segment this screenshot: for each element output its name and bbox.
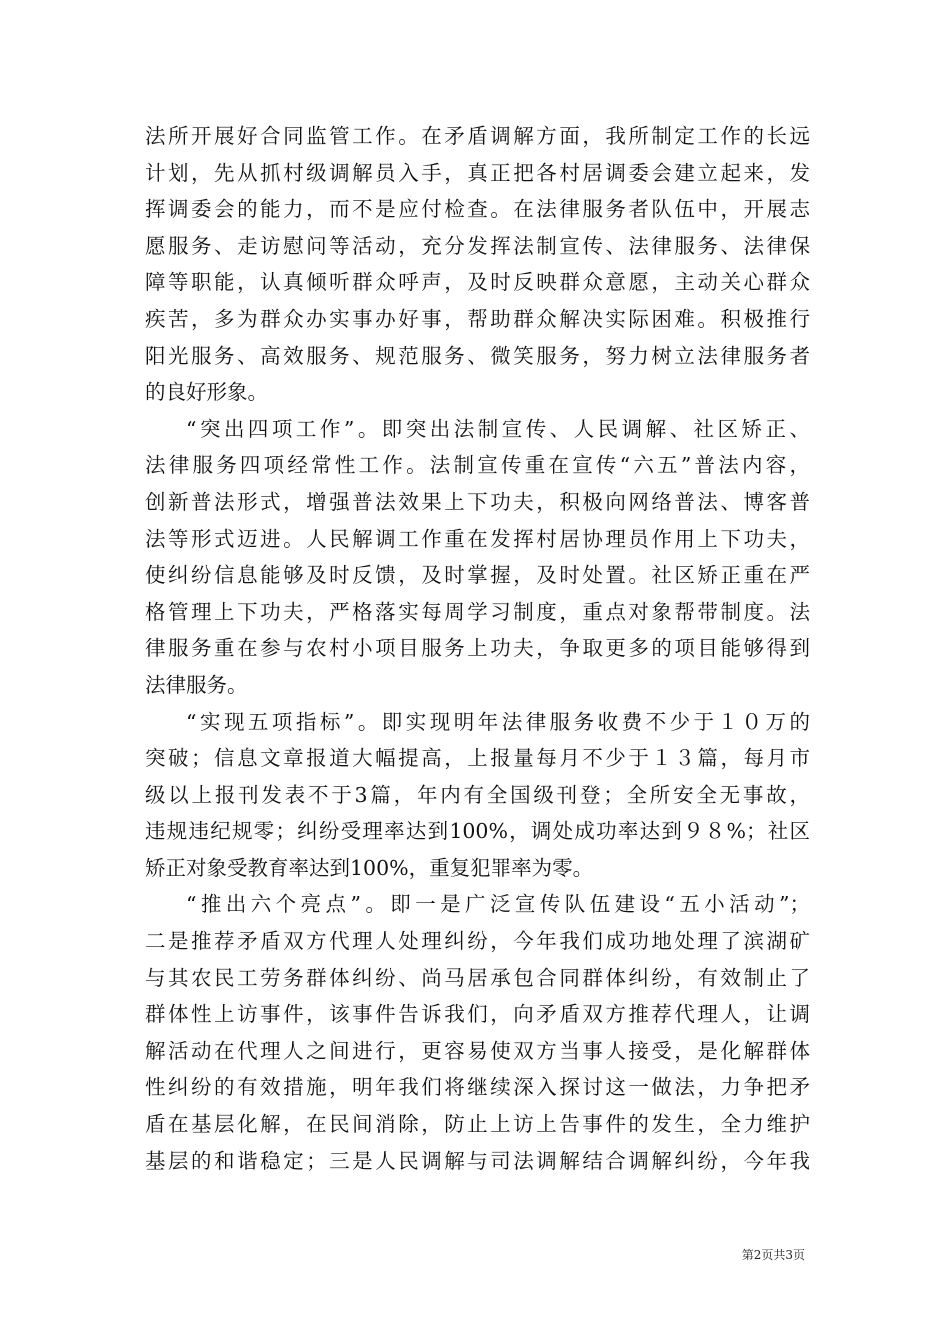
text-line: 法律服务四项经常性工作。法制宣传重在宣传“六五”普法内容， (145, 453, 810, 478)
text-line: 法等形式迈进。人民解调工作重在发挥村居协理员作用上下功夫， (145, 526, 810, 551)
text-line: “突出四项工作”。即突出法制宣传、人民调解、社区矫正、 (186, 416, 810, 441)
text-line: 与其农民工劳务群体纠纷、尚马居承包合同群体纠纷，有效制止了 (145, 965, 810, 990)
text-line: 二是推荐矛盾双方代理人处理纠纷，今年我们成功地处理了滨湖矿 (145, 929, 810, 954)
text-line: 级以上报刊发表不于3篇，年内有全国级刊登；全所安全无事故， (145, 782, 810, 807)
text-line: 解活动在代理人之间进行，更容易使双方当事人接受，是化解群体 (145, 1038, 810, 1063)
text-line: 疾苦，多为群众办实事办好事，帮助群众解决实际困难。积极推行 (145, 306, 810, 331)
text-line: “推出六个亮点”。即一是广泛宣传队伍建设“五小活动”； (186, 892, 810, 917)
text-line: 基层的和谐稳定；三是人民调解与司法调解结合调解纠纷，今年我 (145, 1148, 810, 1173)
text-line: 计划，先从抓村级调解员入手，真正把各村居调委会建立起来，发 (145, 160, 810, 185)
text-line: 格管理上下功夫，严格落实每周学习制度，重点对象帮带制度。法 (145, 599, 810, 624)
text-line: 律服务重在参与农村小项目服务上功夫，争取更多的项目能够得到 (145, 636, 810, 661)
body-text (145, 118, 810, 1179)
text-line: 法律服务。 (145, 672, 248, 697)
text-line: 突破；信息文章报道大幅提高，上报量每月不少于１３篇，每月市 (145, 746, 810, 771)
text-line: 矫正对象受教育率达到100%，重复犯罪率为零。 (145, 855, 594, 880)
text-line: 使纠纷信息能够及时反馈，及时掌握，及时处置。社区矫正重在严 (145, 563, 810, 588)
text-line: 性纠纷的有效措施，明年我们将继续深入探讨这一做法，力争把矛 (145, 1075, 810, 1100)
text-line: 违规违纪规零；纠纷受理率达到100%，调处成功率达到９８%；社区 (145, 819, 810, 844)
text-line: 盾在基层化解，在民间消除，防止上访上告事件的发生，全力维护 (145, 1112, 810, 1137)
page-number-footer: 第2页共3页 (741, 1248, 805, 1262)
text-line: 创新普法形式，增强普法效果上下功夫，积极向网络普法、博客普 (145, 489, 810, 514)
text-line: 的良好形象。 (145, 380, 268, 405)
text-line: 障等职能，认真倾听群众呼声，及时反映群众意愿，主动关心群众 (145, 270, 810, 295)
text-line: 群体性上访事件，该事件告诉我们，向矛盾双方推荐代理人，让调 (145, 1002, 810, 1027)
text-line: “实现五项指标”。即实现明年法律服务收费不少于１０万的 (186, 709, 810, 734)
text-line: 法所开展好合同监管工作。在矛盾调解方面，我所制定工作的长远 (145, 124, 810, 148)
text-line: 挥调委会的能力，而不是应付检查。在法律服务者队伍中，开展志 (145, 197, 810, 222)
text-line: 阳光服务、高效服务、规范服务、微笑服务，努力树立法律服务者 (145, 343, 810, 368)
text-line: 愿服务、走访慰问等活动，充分发挥法制宣传、法律服务、法律保 (145, 233, 810, 258)
